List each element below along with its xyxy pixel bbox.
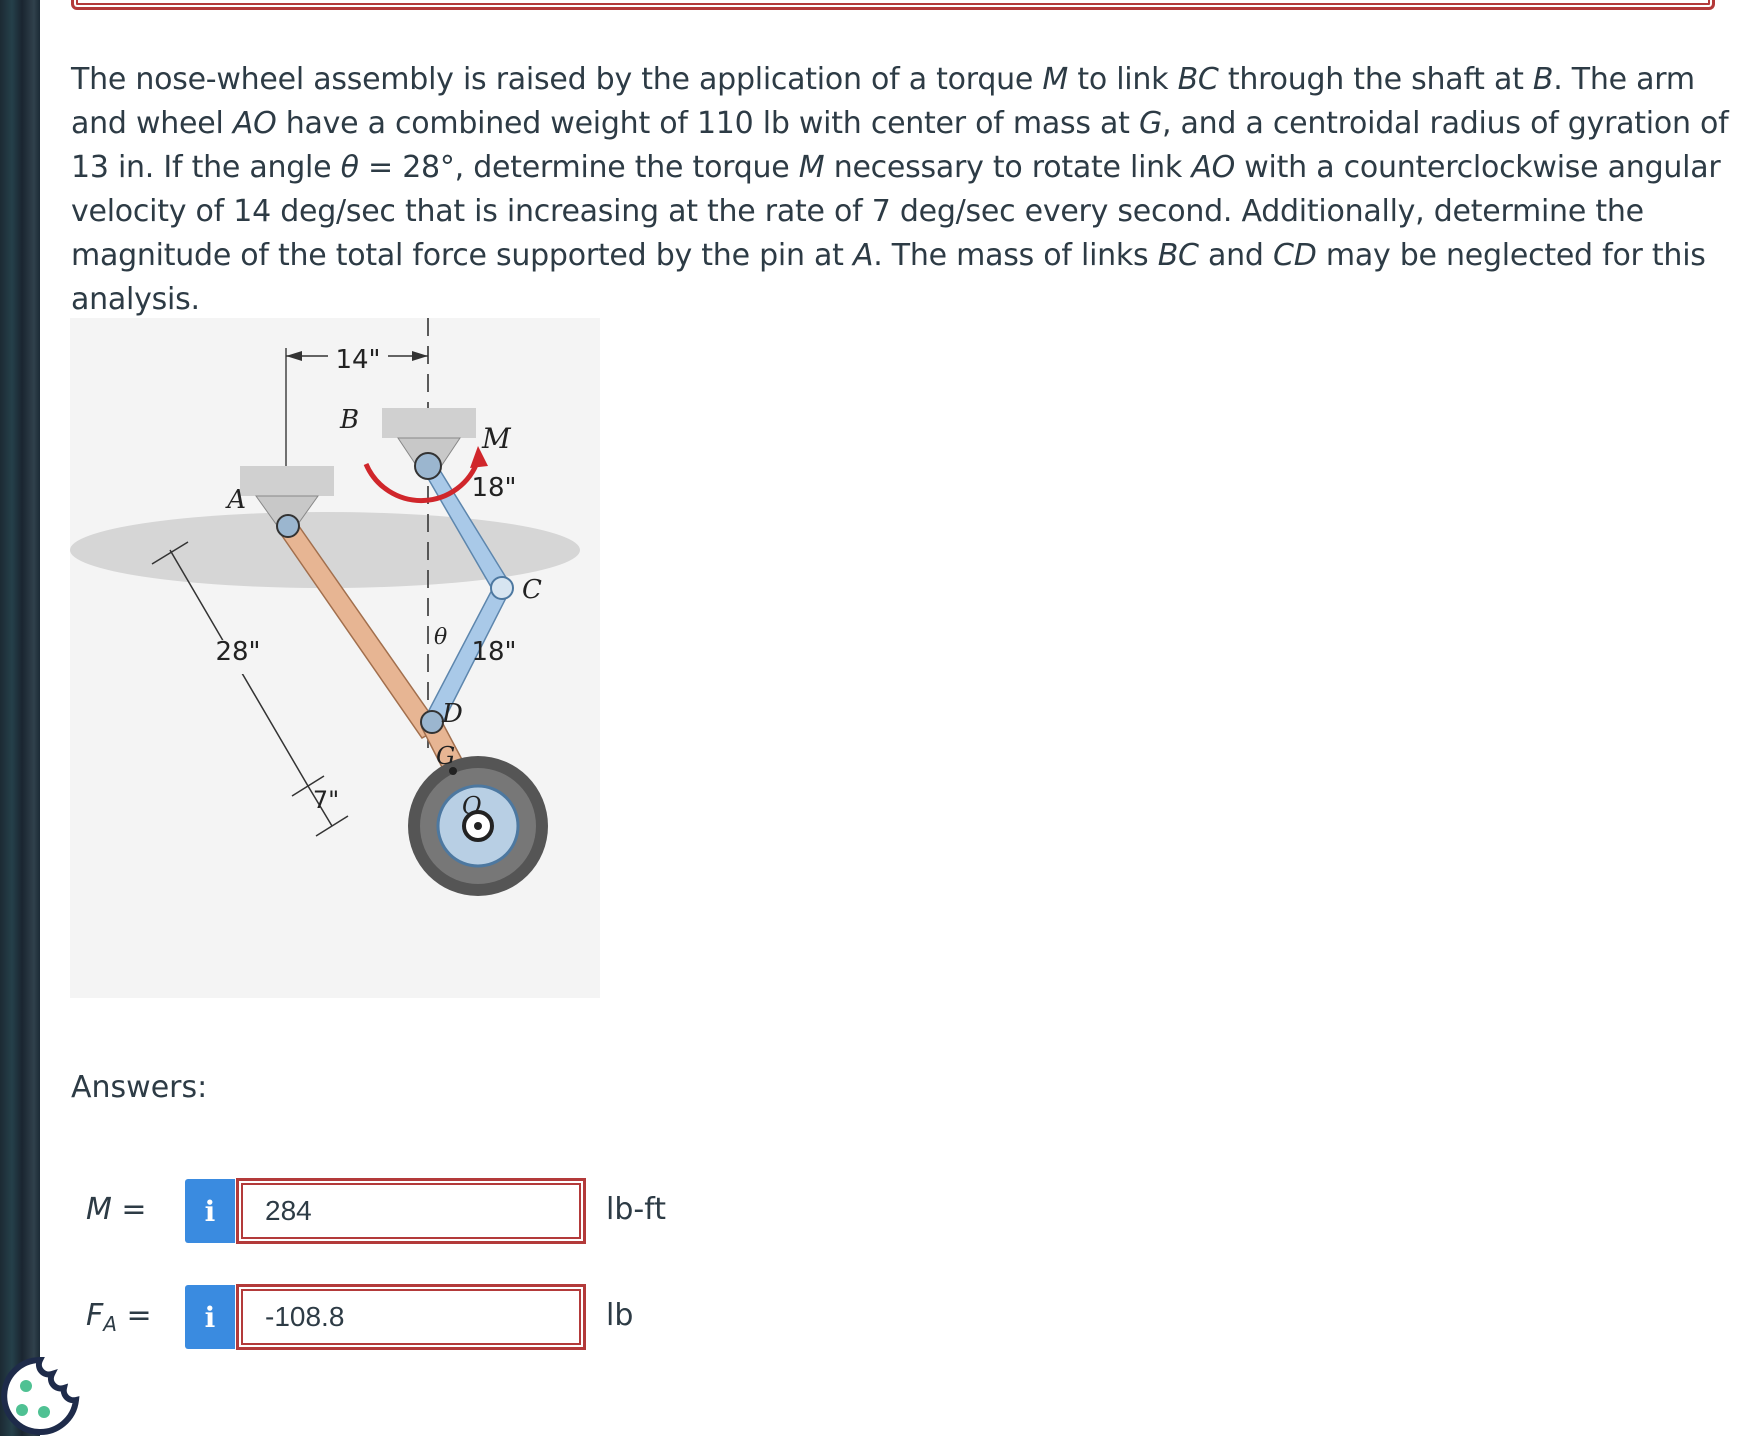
fa-label-sub: A: [103, 1312, 117, 1336]
m-label: [86, 1192, 147, 1227]
fa-answer-input[interactable]: [236, 1284, 586, 1350]
question-text-run: have a combined weight of 110 lb with center of mass at: [276, 106, 1139, 141]
info-icon: i: [204, 1194, 216, 1228]
m-unit: lb-ft: [606, 1192, 666, 1227]
label-b: B: [340, 405, 360, 435]
question-text: [71, 58, 1731, 322]
previous-question-banner: [71, 0, 1715, 10]
question-text-run: through the shaft at: [1218, 62, 1533, 97]
answer-row-fa: [40, 1284, 840, 1354]
pin-a: [277, 515, 299, 537]
nose-wheel-diagram: [70, 318, 630, 1018]
info-icon: i: [204, 1300, 216, 1334]
question-text-run: necessary to rotate link: [824, 150, 1192, 185]
label-a: A: [227, 485, 246, 515]
label-d: D: [442, 699, 463, 729]
question-variable: G: [1138, 106, 1162, 141]
pin-c: [491, 577, 513, 599]
dimension-14-label: 14": [335, 345, 381, 375]
question-text-run: may be neglected for this analysis.: [71, 238, 1706, 317]
support-b: [382, 408, 476, 438]
question-panel: [40, 0, 1754, 1436]
fa-info-button[interactable]: [185, 1285, 235, 1349]
figure-background: [70, 318, 600, 998]
fa-label-main: F: [86, 1298, 104, 1333]
pin-d: [421, 711, 443, 733]
question-variable: AO: [1191, 150, 1235, 185]
m-label-text: M =: [86, 1192, 147, 1227]
dimension-28-label: 28": [215, 637, 261, 667]
question-variable: AO: [232, 106, 277, 141]
question-variable: BC: [1177, 62, 1219, 97]
fa-label-eq: =: [116, 1298, 152, 1333]
label-o: O: [462, 792, 482, 820]
m-answer-input[interactable]: [236, 1178, 586, 1244]
support-a: [240, 466, 334, 496]
answer-row-m: [40, 1178, 840, 1248]
question-variable: M: [798, 150, 825, 185]
question-variable: M: [1042, 62, 1069, 97]
label-m: M: [482, 422, 511, 455]
label-theta: θ: [434, 625, 448, 650]
m-info-button[interactable]: [185, 1179, 235, 1243]
cookie-settings-icon[interactable]: [0, 1356, 80, 1436]
question-text-run: , and a centroidal radius of gyration of 13 in. If the angle: [71, 106, 1729, 185]
label-g: G: [436, 742, 456, 770]
question-variable: CD: [1273, 238, 1317, 273]
question-text-run: . The mass of links: [873, 238, 1158, 273]
question-variable: BC: [1157, 238, 1199, 273]
question-variable: θ: [340, 150, 359, 185]
dimension-18-bottom-label: 18": [471, 637, 517, 667]
question-variable: A: [852, 238, 874, 273]
answers-heading: Answers:: [71, 1070, 208, 1105]
question-text-run: and: [1198, 238, 1273, 273]
fa-unit: lb: [606, 1298, 634, 1333]
question-text-run: . The arm and wheel: [71, 62, 1695, 141]
dimension-18-top-label: 18": [471, 473, 517, 503]
label-c: C: [522, 575, 542, 605]
question-variable: B: [1532, 62, 1554, 97]
dimension-7-label: 7": [312, 786, 340, 814]
question-text-run: with a counterclockwise angular velocity of 14 deg/sec that is increasing at the rate of 7 deg/sec every second. Additionally, determine the magnitude of the total force supported by the pin at: [71, 150, 1721, 273]
question-text-run: to link: [1068, 62, 1178, 97]
question-text-run: The nose-wheel assembly is raised by the application of a torque: [71, 62, 1043, 97]
pin-b: [415, 453, 441, 479]
fa-label: [86, 1298, 152, 1336]
question-text-run: = 28°, determine the torque: [358, 150, 799, 185]
